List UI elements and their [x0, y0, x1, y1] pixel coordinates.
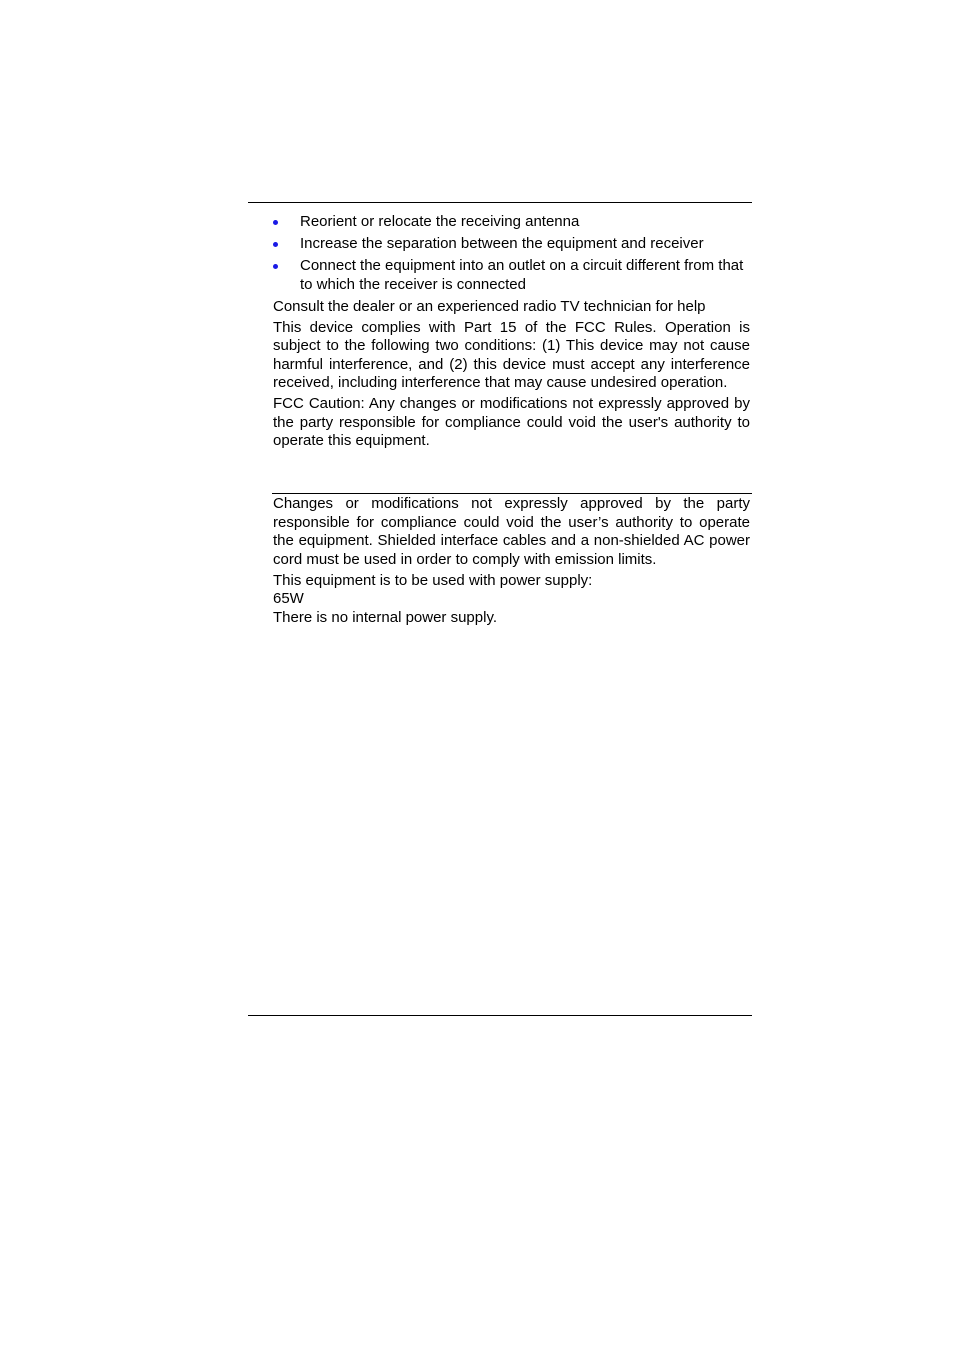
wattage-text: 65W	[273, 590, 304, 607]
section-divider	[272, 493, 752, 494]
top-rule	[248, 202, 752, 203]
changes-paragraph: Changes or modifications not expressly approved by the party responsible for compliance could void the user’s authority to operate the equipment. Shielded interface cables and a non-shielded AC power cord must be used in order to comply with emission limits.	[273, 495, 750, 568]
bottom-rule	[248, 1015, 752, 1016]
fcc-caution-paragraph: FCC Caution: Any changes or modifications not expressly approved by the party responsible for compliance could void the user's authority to operate this equipment.	[273, 395, 750, 449]
bullet-icon	[273, 264, 278, 269]
list-item-text: Connect the equipment into an outlet on a circuit different from that to which the receiver is connected	[300, 257, 744, 293]
consult-paragraph: Consult the dealer or an experienced radio TV technician for help	[273, 297, 706, 315]
fcc-section	[273, 213, 750, 453]
power-supply-paragraph: This equipment is to be used with power supply:	[273, 571, 593, 589]
list-item	[273, 235, 750, 254]
part15-paragraph: This device complies with Part 15 of the FCC Rules. Operation is subject to the following two conditions: (1) This device may not cause harmful interference, and (2) this device must accept any interference received, including interference that may cause undesired operation.	[273, 318, 750, 391]
no-internal-power-paragraph: There is no internal power supply.	[273, 608, 498, 626]
list-item	[273, 257, 750, 294]
modifications-section	[273, 495, 750, 627]
list-item	[273, 213, 750, 232]
list-item-text: Increase the separation between the equipment and receiver	[300, 235, 704, 252]
bullet-icon	[273, 220, 278, 225]
list-item-text: Reorient or relocate the receiving antenna	[300, 213, 580, 230]
bullet-icon	[273, 242, 278, 247]
remedy-list	[273, 213, 750, 294]
